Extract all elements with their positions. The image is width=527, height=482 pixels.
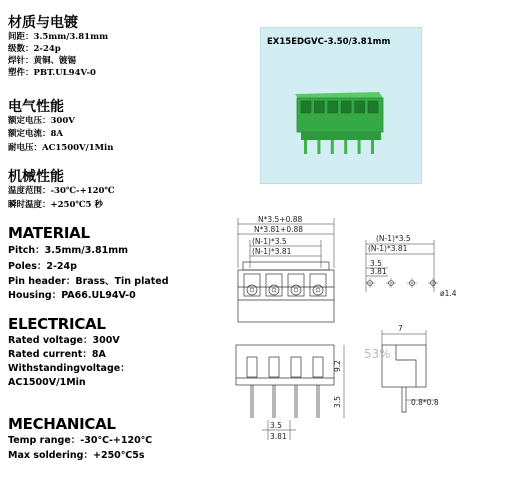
dim-footprint-pitch-381: (N-1)*3.81	[368, 244, 408, 253]
row-label: Pitch：	[8, 245, 45, 256]
cn-mechanical-line-solder: 瞬时温度：+250℃5 秒	[8, 200, 103, 210]
side-view-outline	[382, 345, 426, 387]
connector-slot	[328, 101, 338, 113]
row-label: Housing：	[8, 290, 62, 301]
row-value: -30℃-+120℃	[80, 435, 153, 446]
cn-mechanical-title: 机械性能	[8, 169, 64, 185]
cn-mechanical-line-temp: 温度范围：-30℃-+120℃	[8, 186, 115, 196]
cn-electrical-title: 电气性能	[8, 99, 64, 115]
front-view-outline	[238, 270, 334, 322]
footprint-hole	[410, 281, 415, 286]
dim-footprint-381: 3.81	[370, 267, 387, 276]
en-electrical-row-current	[8, 348, 106, 362]
pin-slot	[313, 357, 323, 377]
en-mechanical-row-solder	[8, 449, 145, 463]
pin-view-outline	[236, 345, 334, 385]
connector-leg	[331, 140, 334, 154]
en-material-row-housing	[8, 289, 136, 303]
en-material-row-poles	[8, 260, 77, 274]
terminal-slot	[310, 274, 326, 296]
footprint-hole	[431, 281, 436, 286]
footprint-hole	[389, 281, 394, 286]
row-label: Max soldering：	[8, 450, 93, 461]
cn-electrical-line-current: 额定电流：8A	[8, 129, 64, 139]
en-material-title: MATERIAL	[8, 224, 90, 242]
connector-slot	[301, 101, 311, 113]
dim-front-pitch-381: (N-1)*3.81	[252, 247, 292, 256]
terminal-slot	[266, 274, 282, 296]
dim-pin-pitch-35: 3.5	[270, 421, 282, 430]
dim-front-total-381: N*3.81+0.88	[254, 225, 304, 234]
terminal-hole-inner	[272, 288, 276, 292]
terminal-hole-inner	[316, 288, 320, 292]
cn-material-title: 材质与电镀	[8, 15, 78, 31]
pin-slot	[291, 357, 301, 377]
en-mechanical-row-temp	[8, 434, 152, 448]
row-value: 300V	[92, 335, 120, 346]
cn-material-line-pins: 焊针：黄铜、镀锡	[8, 56, 77, 66]
en-mechanical-title: MECHANICAL	[8, 415, 116, 433]
connector-leg	[371, 140, 374, 154]
connector-slot	[368, 101, 378, 113]
en-electrical-title: ELECTRICAL	[8, 315, 106, 333]
watermark-percent: 53%	[364, 347, 391, 361]
row-value: Brass、Tin plated	[75, 276, 169, 287]
row-label: Rated voltage：	[8, 335, 93, 346]
pin-slot	[247, 357, 257, 377]
terminal-slot	[288, 274, 304, 296]
cn-material-line-pitch: 间距：3.5mm/3.81mm	[8, 32, 109, 42]
terminal-hole	[247, 285, 257, 295]
terminal-hole	[313, 285, 323, 295]
dim-pin-section: 0.8*0.8	[411, 398, 439, 407]
connector-leg	[304, 140, 307, 154]
connector-slot	[355, 101, 365, 113]
connector-leg	[317, 140, 320, 154]
row-label: AC1500V/1Min	[8, 377, 86, 388]
row-label: Temp range：	[8, 435, 81, 446]
dim-footprint-35: 3.5	[370, 259, 382, 268]
dim-pin-length: 3.5	[333, 396, 342, 408]
row-value: 8A	[91, 349, 106, 360]
product-photo	[260, 27, 422, 184]
dim-front-pitch-35: (N-1)*3.5	[252, 237, 287, 246]
terminal-slot	[244, 274, 260, 296]
row-value: 2-24p	[46, 261, 77, 272]
dim-front-total-35: N*3.5+0.88	[258, 215, 303, 224]
connector-leg	[344, 140, 347, 154]
connector-leg	[358, 140, 361, 154]
en-material-row-pitch	[8, 244, 128, 258]
connector-illustration	[261, 28, 421, 183]
row-label: Pin header：	[8, 276, 76, 287]
row-value: PA66.UL94V-0	[61, 290, 136, 301]
dim-pin-pitch-381: 3.81	[270, 432, 287, 441]
row-label: Withstandingvoltage：	[8, 363, 130, 374]
footprint-hole	[368, 281, 373, 286]
dim-side-width: 7	[398, 324, 403, 333]
cn-material-line-poles: 级数：2-24p	[8, 44, 61, 54]
dim-side-height: 9.2	[333, 360, 342, 372]
dim-footprint-pitch-35: (N-1)*3.5	[376, 234, 411, 243]
dim-hole-diameter: ø1.4	[440, 289, 457, 298]
row-label: Poles：	[8, 261, 47, 272]
cn-electrical-line-withstand: 耐电压：AC1500V/1Min	[8, 143, 114, 153]
row-value: 3.5mm/3.81mm	[44, 245, 128, 256]
row-label: Rated current：	[8, 349, 92, 360]
terminal-hole-inner	[250, 288, 254, 292]
cn-electrical-line-voltage: 额定电压：300V	[8, 116, 75, 126]
en-electrical-row-ac	[8, 376, 86, 390]
connector-slot	[314, 101, 324, 113]
connector-slot	[341, 101, 351, 113]
row-value: +250℃5s	[93, 450, 145, 461]
cn-material-line-housing: 塑件：PBT.UL94V-0	[8, 68, 96, 78]
product-model-label: EX15EDGVC-3.50/3.81mm	[267, 37, 391, 47]
en-electrical-row-voltage	[8, 334, 120, 348]
pin-slot	[269, 357, 279, 377]
en-material-row-pin-header	[8, 275, 169, 289]
en-electrical-row-withstand	[8, 362, 130, 376]
terminal-hole	[291, 285, 301, 295]
terminal-hole-inner	[294, 288, 298, 292]
terminal-hole	[269, 285, 279, 295]
